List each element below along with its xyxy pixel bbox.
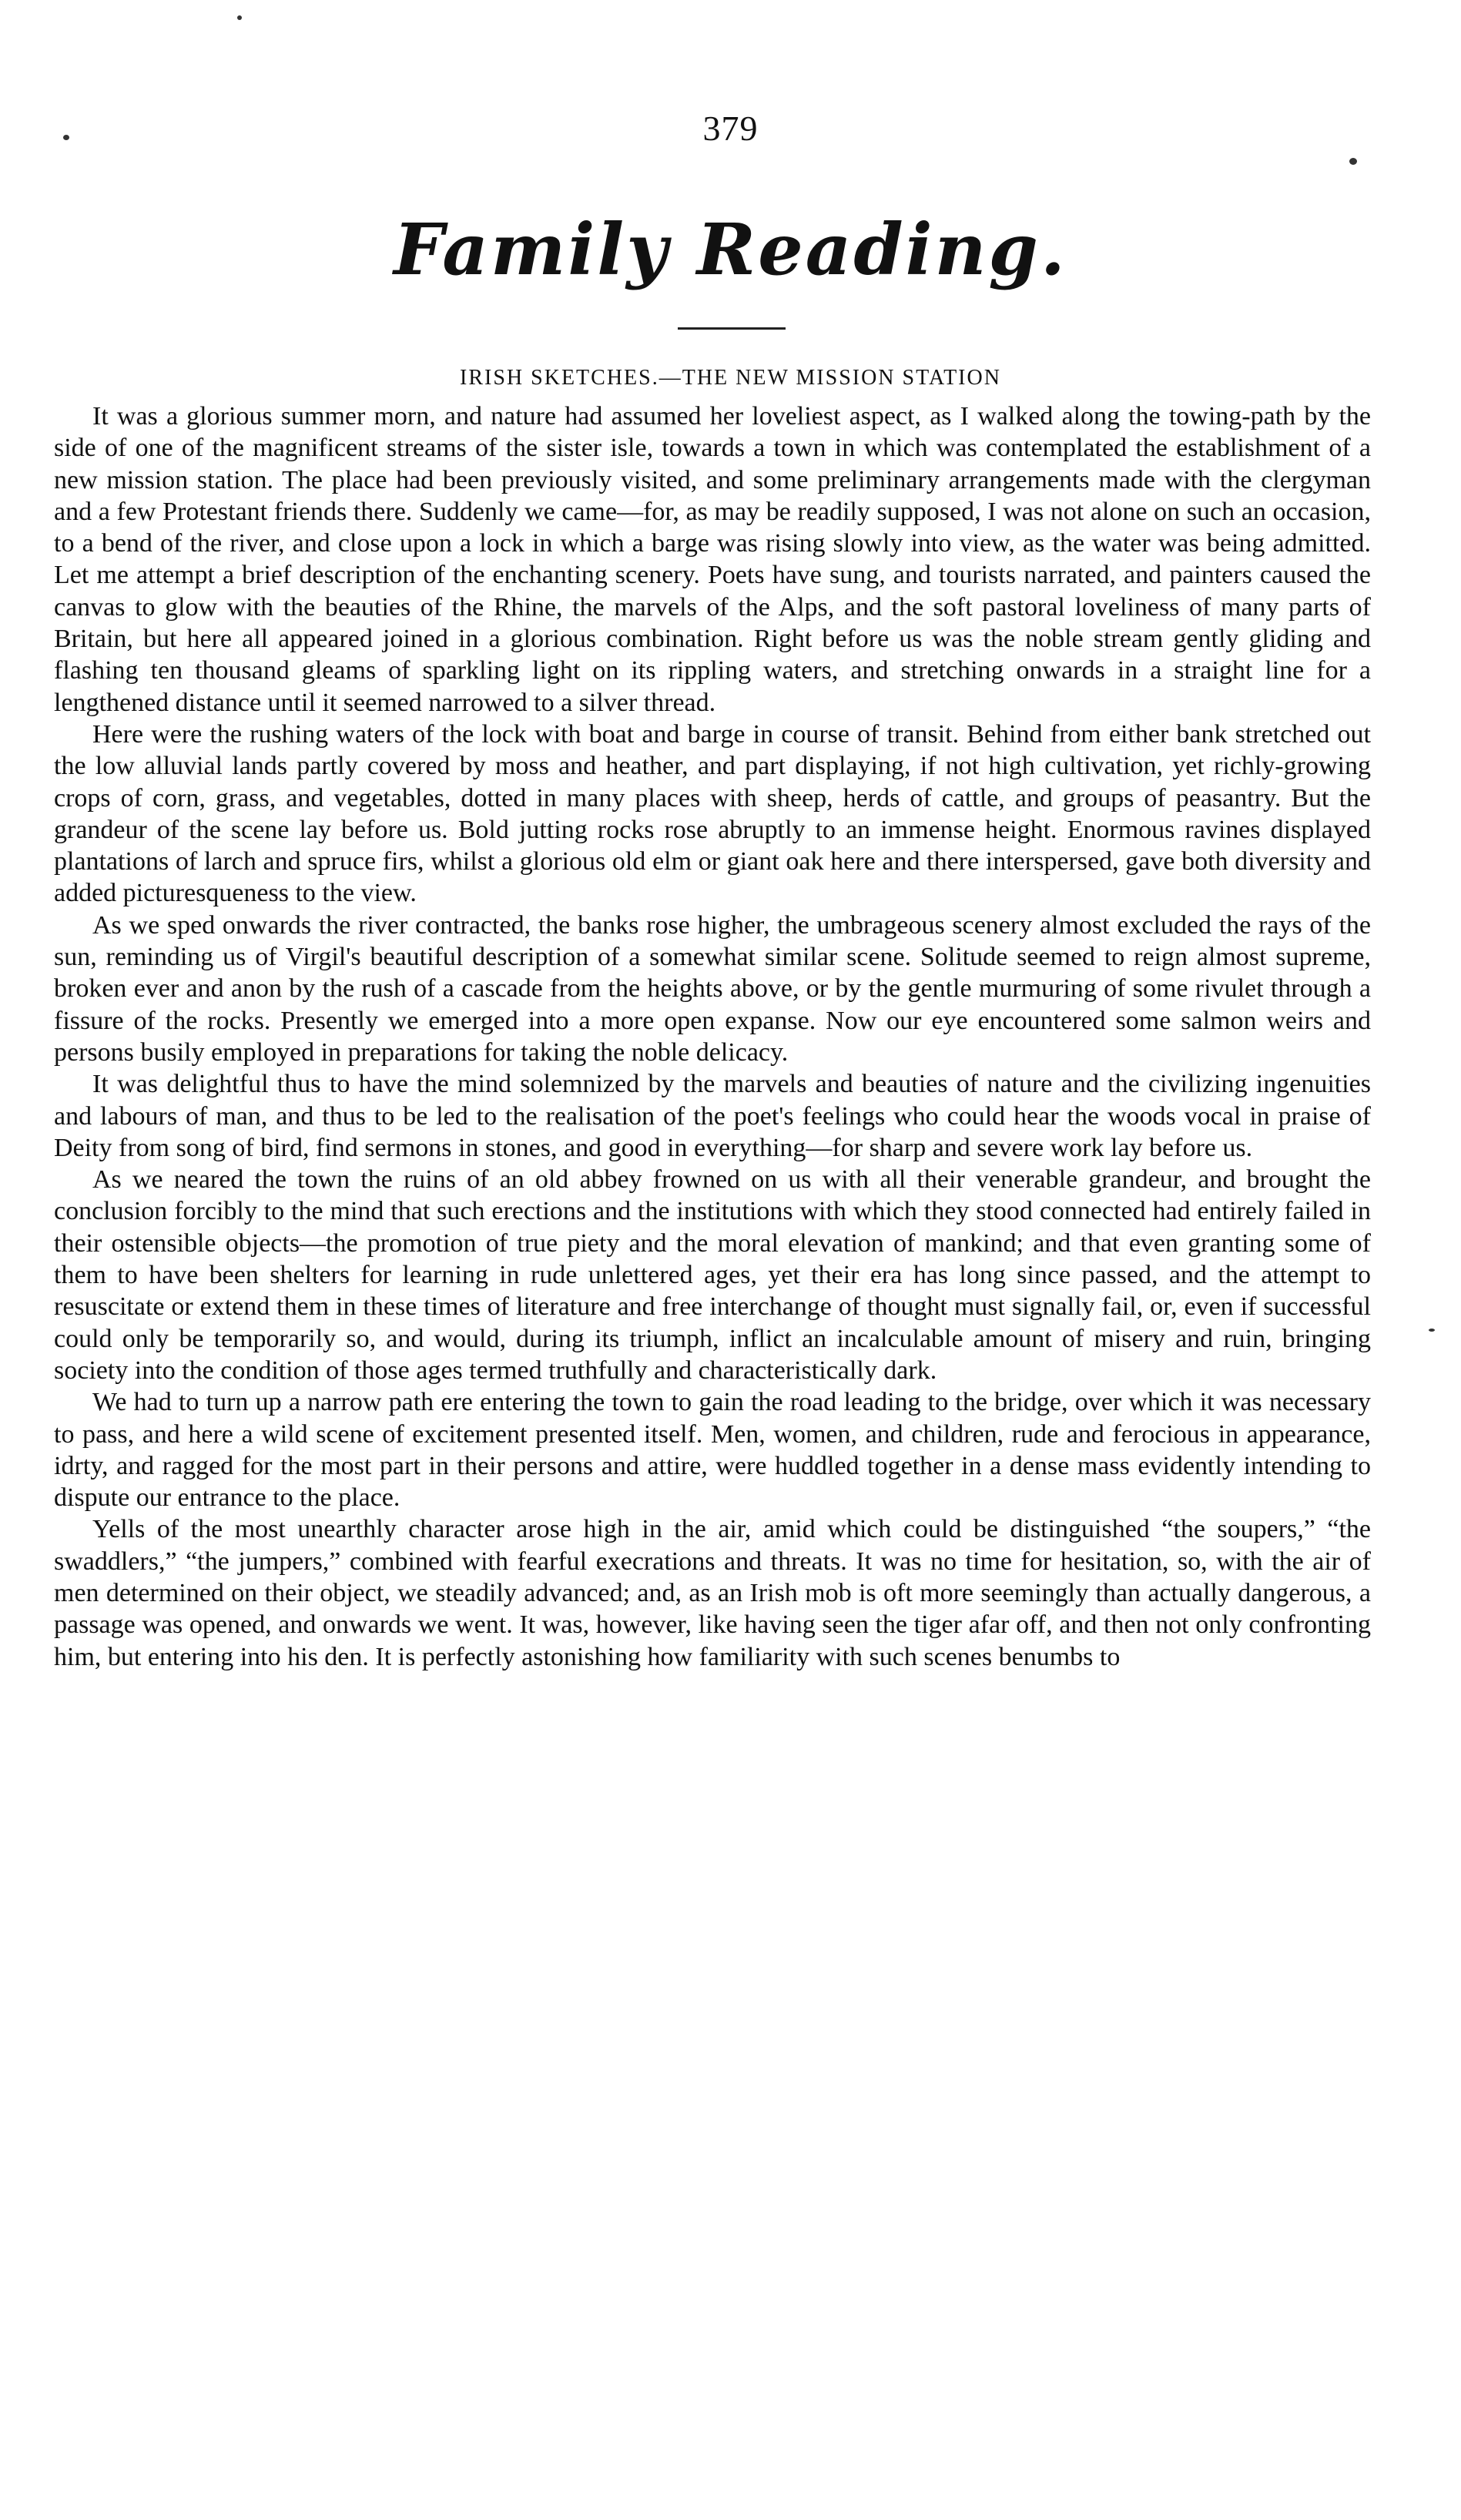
paragraph: Here were the rushing waters of the lock with boat and barge in course of transit. Behind from either bank stretched out the low alluvial lands partly covered by moss and heather, and part displaying, if not high cultivation, yet richly-growing crops of corn, grass, and vegetables, dotted in many places with sheep, herds of cattle, and groups of peasantry. But the grandeur of the scene lay before us. Bold jutting rocks rose abruptly to an immense height. Enormous ravines displayed plantations of larch and spruce firs, whilst a glorious old elm or giant oak here and there interspersed, gave both diversity and added picturesqueness to the view. (54, 719, 1371, 908)
title-divider (678, 327, 786, 330)
section-title: Family Reading. (394, 208, 1067, 291)
article-body (54, 400, 1371, 1673)
article-heading: IRISH SKETCHES.—THE NEW MISSION STATION (460, 366, 1001, 390)
print-speck (1349, 158, 1357, 165)
paragraph: Yells of the most unearthly character arose high in the air, amid which could be distinguished “the soupers,” “the swaddlers,” “the jumpers,” combined with fearful execrations and threats. It was no time for hesitation, so, with the air of men determined on their object, we steadily advanced; and, as an Irish mob is oft more seemingly than actually dangerous, a passage was opened, and onwards we went. It was, however, like having seen the tiger afar off, and then not only confronting him, but entering into his den. It is perfectly astonishing how familiarity with such scenes benumbs to (54, 1515, 1371, 1671)
print-speck (1429, 1329, 1435, 1332)
paragraph: As we sped onwards the river contracted, the banks rose higher, the umbrageous scenery almost excluded the rays of the sun, reminding us of Virgil's beautiful description of a somewhat similar scene. Solitude seemed to reign almost supreme, broken ever and anon by the rush of a cascade from the heights above, or by the gentle murmuring of some rivulet through a fissure of the rocks. Presently we emerged into a more open expanse. Now our eye encountered some salmon weirs and persons busily employed in preparations for taking the noble delicacy. (54, 910, 1371, 1067)
paragraph: It was delightful thus to have the mind solemnized by the marvels and beauties of nature and the civilizing ingenuities and labours of man, and thus to be led to the realisation of the poet's feelings who could hear the woods vocal in praise of Deity from song of bird, find sermons in stones, and good in everything—for sharp and severe work lay before us. (54, 1070, 1371, 1162)
print-speck (237, 15, 242, 20)
paragraph: It was a glorious summer morn, and nature had assumed her loveliest aspect, as I walked along the towing-path by the side of one of the magnificent streams of the sister isle, towards a town in which was contemplated the establishment of a new mission station. The place had been previously visited, and some preliminary arrangements made with the clergyman and a few Protestant friends there. Suddenly we came—for, as may be readily supposed, I was not alone on such an occasion, to a bend of the river, and close upon a lock in which a barge was rising slowly into view, as the water was being admitted. Let me attempt a brief description of the enchanting scenery. Poets have sung, and tourists narrated, and painters caused the canvas to glow with the beauties of the Rhine, the marvels of the Alps, and the soft pastoral loveliness of many parts of Britain, but here all appeared joined in a glorious combination. Right before us was the noble stream gently gliding and flashing ten thousand gleams of sparkling light on its rippling waters, and stretching onwards in a straight line for a lengthened distance until it seemed narrowed to a silver thread. (54, 402, 1371, 717)
page-number: 379 (702, 109, 759, 148)
paragraph: We had to turn up a narrow path ere entering the town to gain the road leading to the bridge, over which it was necessary to pass, and here a wild scene of excitement presented itself. Men, women, and children, rude and ferocious in appearance, idrty, and ragged for the most part in their persons and attire, were huddled together in a dense mass evidently intending to dispute our entrance to the place. (54, 1388, 1371, 1513)
paragraph: As we neared the town the ruins of an old abbey frowned on us with all their venerable grandeur, and brought the conclusion forcibly to the mind that such erections and the institutions with which they stood connected had entirely failed in their ostensible objects—the promotion of true piety and the moral elevation of mankind; and that even granting some of them to have been shelters for learning in rude unlettered ages, yet their era has long since passed, and the attempt to resuscitate or extend them in these times of literature and free interchange of thought must signally fail, or, even if successful could only be temporarily so, and would, during its triumph, inflict an incalculable amount of misery and ruin, bringing society into the condition of those ages termed truthfully and characteristically dark. (54, 1165, 1371, 1385)
